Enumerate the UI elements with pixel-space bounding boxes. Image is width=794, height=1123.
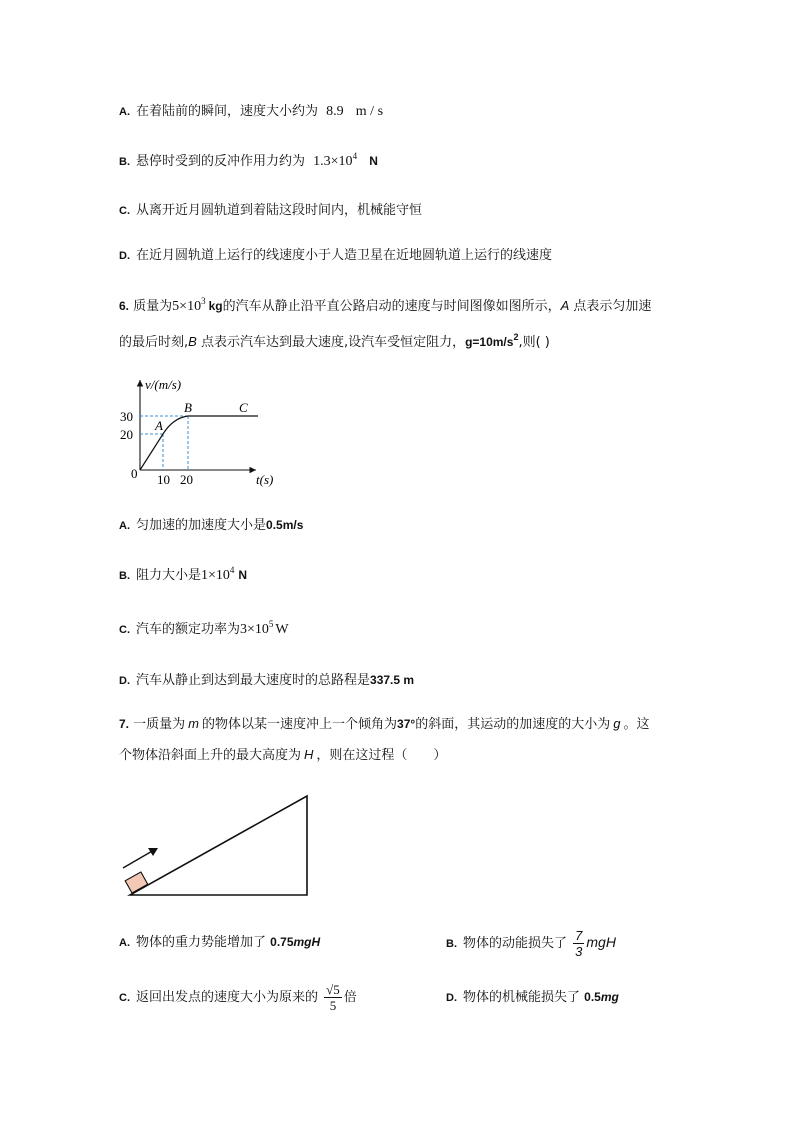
option-label: C. [119,992,130,1004]
stem-text: 个物体沿斜面上升的最大高度为 [119,748,302,763]
q7-option-a [119,932,320,953]
acceleration-value: 0.5m/s [266,518,304,532]
x-axis-label: t(s) [256,472,274,487]
question-number: 6. [119,299,130,313]
force-value: $1.3\times 10^4$ [313,151,358,169]
option-text: 在着陆前的瞬间，速度大小约为 [136,104,319,119]
q7-option-c [119,980,357,1016]
q7-option-d [446,987,619,1008]
q6-stem-line2 [119,332,550,353]
energy-var: mgH [293,935,321,949]
x-tick-10: 10 [157,472,170,487]
stem-text: 。这 [623,717,650,732]
speed-fraction: $\frac{√5}{5}$ [326,982,340,1013]
stem-text: 的最后时刻, [119,335,189,350]
option-label: A. [119,520,130,532]
question-number: 7. [119,717,130,731]
energy-coef: 0.75 [270,935,294,949]
q6-option-b [119,565,247,586]
option-text: 阻力大小是 [136,568,202,583]
option-text: 汽车从静止到达到最大速度时的总路程是 [136,673,371,688]
q5-option-a [119,102,383,122]
option-label: B. [119,156,130,168]
point-c-label: C [239,400,248,415]
mass-value: $5\times 10^3$ [172,296,206,314]
option-text: 从离开近月圆轨道到着陆这段时间内，机械能守恒 [136,203,423,218]
kinetic-fraction: $\frac{7}{3}$ [575,928,583,959]
option-text: 物体的机械能损失了 [463,990,581,1005]
stem-text: 的物体以某一速度冲上一个倾角为 [202,717,398,732]
mass-var: m [188,716,200,731]
option-text: 悬停时受到的反冲作用力约为 [136,154,306,169]
stem-text: 质量为 [133,299,173,314]
q5-option-c [119,201,422,221]
stem-text: 点表示汽车达到最大速度,设汽车受恒定阻力， [196,335,466,350]
option-label: D. [446,992,457,1004]
gravity-value: $g=10m/s^2$ [465,332,519,349]
q7-stem-line2 [119,745,446,766]
mech-energy-var: mg [600,990,619,1004]
point-a-ref: A [560,298,570,313]
point-b-label: B [184,400,192,415]
q6-option-d [119,670,414,691]
origin-label: 0 [131,466,138,481]
angle-value: 37° [397,717,416,731]
stem-text: ，则在这过程（ ） [316,748,447,763]
incline-diagram [118,790,318,900]
option-text: 汽车的额定功率为 [136,622,241,637]
q6-stem-line1 [119,296,651,317]
distance-value: 337.5 m [370,673,415,687]
option-text: 返回出发点的速度大小为原来的 [136,990,319,1005]
stem-text: 的汽车从静止沿平直公路启动的速度与时间图像如图所示， [222,299,561,314]
gravity-var: g [613,716,621,731]
option-label: A. [119,106,130,118]
option-label: A. [119,937,130,949]
incline-triangle [130,796,307,895]
option-text: 匀加速的加速度大小是 [136,518,267,533]
y-tick-30: 30 [120,409,133,424]
y-axis-label: v/(m/s) [145,377,182,392]
q5-option-b [119,151,378,172]
stem-text: 一质量为 [133,717,186,732]
q5-option-d [119,246,552,266]
option-label: C. [119,205,130,217]
stem-text: 的斜面，其运动的加速度的大小为 [415,717,611,732]
stem-text: ,则( ) [518,335,550,350]
option-suffix: 倍 [343,990,357,1005]
speed-unit: m / s [355,104,384,119]
block [125,872,148,893]
power-value: $3\times 10^5$ [240,619,274,637]
mass-unit: kg [208,299,223,313]
option-label: D. [119,675,130,687]
q6-option-c [119,620,289,640]
option-label: B. [446,938,457,950]
option-label: D. [119,250,130,262]
power-unit: W [275,622,289,637]
y-tick-20: 20 [120,427,133,442]
speed-value: 8.9 [326,104,344,119]
option-text: 物体的重力势能增加了 [136,935,267,950]
option-text: 物体的动能损失了 [463,936,568,951]
stem-text: 点表示匀加速 [569,299,652,314]
kinetic-var: mgH [586,934,616,950]
resistance-value: $1\times 10^4$ [201,565,235,583]
velocity-time-graph [118,372,288,492]
mech-energy-coef: 0.5 [584,990,601,1004]
force-unit: N [369,154,378,168]
point-a-label: A [155,418,163,433]
option-label: B. [119,570,130,582]
motion-arrow [123,850,154,868]
q7-option-b [446,924,616,962]
q7-stem-line1 [119,714,649,735]
resistance-unit: N [238,568,248,582]
option-text: 在近月圆轨道上运行的线速度小于人造卫星在近地圆轨道上运行的线速度 [136,248,553,263]
x-tick-20: 20 [180,472,193,487]
height-var: H [304,747,314,762]
option-label: C. [119,624,130,636]
point-b-ref: B [188,334,197,349]
q6-option-a [119,515,303,536]
